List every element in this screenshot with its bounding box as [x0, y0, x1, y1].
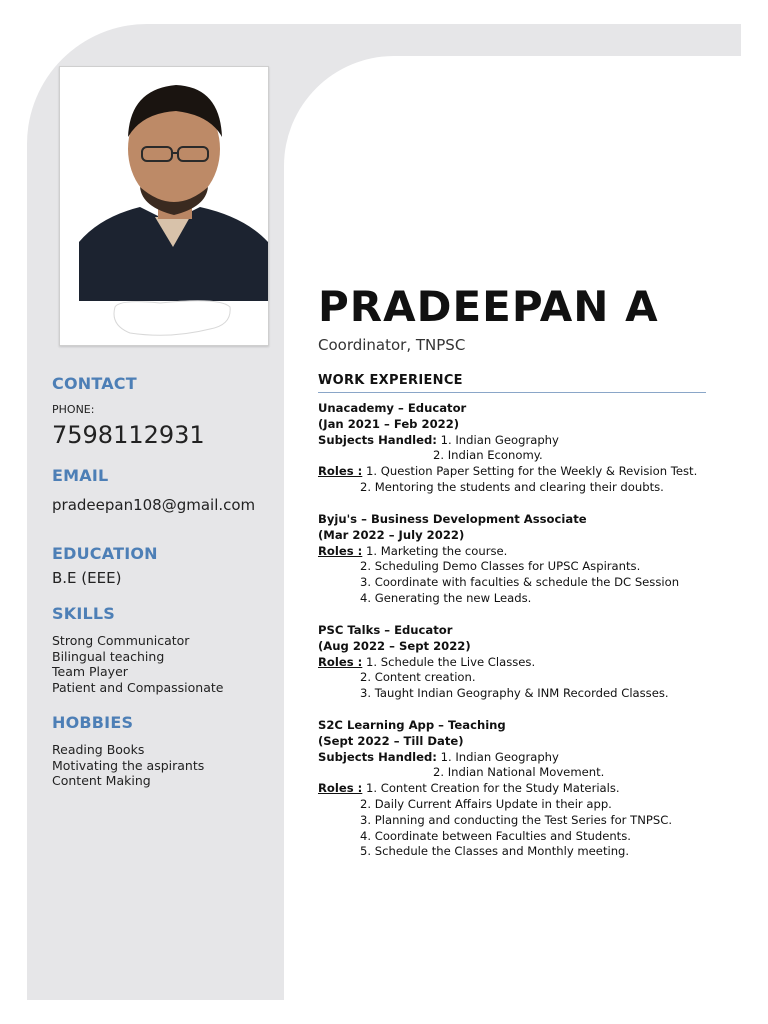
subject-item: 2. Indian National Movement.: [433, 765, 605, 780]
education-heading: EDUCATION: [52, 544, 158, 563]
roles-line: [318, 544, 738, 560]
job-title: Byju's – Business Development Associate: [318, 512, 587, 526]
subjects-line: [318, 433, 738, 449]
role-item: 1. Schedule the Live Classes.: [366, 654, 536, 669]
phone-label: PHONE:: [52, 403, 95, 416]
email-heading: EMAIL: [52, 466, 109, 485]
roles-line: [318, 655, 738, 671]
subjects-line: [318, 750, 738, 766]
roles-label: Roles :: [318, 543, 363, 558]
hobbies-list: [52, 742, 204, 789]
email-address: pradeepan108@gmail.com: [52, 496, 256, 514]
work-experience-heading: WORK EXPERIENCE: [318, 373, 463, 388]
job-period: (Jan 2021 – Feb 2022): [318, 416, 460, 431]
role-item: 2. Content creation.: [360, 670, 476, 685]
roles-line: [318, 464, 738, 480]
role-item: 2. Mentoring the students and clearing their doubts.: [360, 479, 664, 494]
job-period: (Mar 2022 – July 2022): [318, 527, 465, 542]
skill-item: Strong Communicator: [52, 633, 190, 648]
job-entry-psc-talks: [318, 623, 738, 702]
subjects-label: Subjects Handled:: [318, 432, 437, 447]
role-item: 2. Daily Current Affairs Update in their app.: [360, 796, 612, 811]
role-item: 4. Generating the new Leads.: [360, 590, 532, 605]
roles-line: [318, 781, 738, 797]
role-item: 4. Coordinate between Faculties and Students.: [360, 828, 631, 843]
candidate-name: PRADEEPAN A: [318, 282, 659, 331]
section-divider: [318, 392, 706, 393]
subjects-label: Subjects Handled:: [318, 749, 437, 764]
phone-number: 7598112931: [52, 421, 205, 449]
role-item: 3. Taught Indian Geography & INM Recorded Classes.: [360, 686, 669, 701]
skill-item: Patient and Compassionate: [52, 679, 224, 695]
job-title: PSC Talks – Educator: [318, 623, 453, 637]
role-item: 1. Content Creation for the Study Materials.: [366, 781, 620, 796]
role-item: 3. Planning and conducting the Test Series for TNPSC.: [360, 812, 673, 827]
education-value: B.E (EEE): [52, 569, 122, 587]
role-item: 5. Schedule the Classes and Monthly meeting.: [360, 844, 630, 859]
job-period: (Sept 2022 – Till Date): [318, 733, 464, 748]
hobby-item: Motivating the aspirants: [52, 757, 205, 773]
job-title: Unacademy – Educator: [318, 401, 467, 415]
portrait-image: [60, 67, 268, 345]
profile-photo: [59, 66, 269, 346]
job-period: (Aug 2022 – Sept 2022): [318, 638, 471, 653]
role-item: 3. Coordinate with faculties & schedule the DC Session: [360, 575, 680, 590]
job-entry-unacademy: [318, 401, 738, 496]
skills-heading: SKILLS: [52, 604, 115, 623]
roles-label: Roles :: [318, 781, 363, 796]
subject-item: 2. Indian Economy.: [433, 448, 543, 463]
job-entry-s2c: [318, 718, 738, 860]
roles-label: Roles :: [318, 464, 363, 479]
contact-heading: CONTACT: [52, 374, 137, 393]
job-entry-byjus: [318, 512, 738, 607]
hobbies-heading: HOBBIES: [52, 713, 134, 732]
subject-item: 1. Indian Geography: [440, 432, 559, 447]
hobby-item: Reading Books: [52, 742, 145, 757]
role-item: 1. Marketing the course.: [366, 543, 508, 558]
job-title: S2C Learning App – Teaching: [318, 718, 506, 732]
hobby-item: Content Making: [52, 773, 151, 788]
roles-label: Roles :: [318, 654, 363, 669]
subject-item: 1. Indian Geography: [440, 749, 559, 764]
candidate-title: Coordinator, TNPSC: [318, 336, 466, 354]
role-item: 2. Scheduling Demo Classes for UPSC Aspirants.: [360, 559, 641, 574]
skill-item: Bilingual teaching: [52, 648, 165, 664]
skill-item: Team Player: [52, 664, 128, 679]
role-item: 1. Question Paper Setting for the Weekly & Revision Test.: [366, 464, 698, 479]
skills-list: [52, 633, 223, 695]
